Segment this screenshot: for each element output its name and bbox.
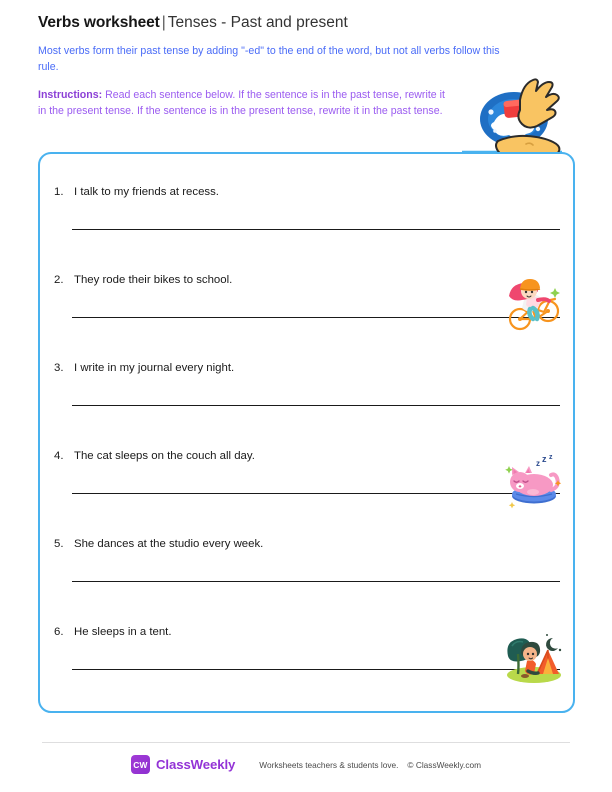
question-item: [40, 264, 573, 352]
brand-name: ClassWeekly: [155, 757, 236, 772]
instructions-label: Instructions:: [38, 89, 103, 101]
instructions-body: Read each sentence below. If the sentence is in the past tense, rewrite it in the present tense. If the sentence is in the present tense, rewrite it in the past tense.: [38, 89, 445, 117]
camping-tent-illustration: [503, 630, 565, 686]
question-number: 5.: [54, 538, 64, 550]
question-sentence: She dances at the studio every week.: [74, 538, 264, 550]
lede-text: Most verbs form their past tense by adding "-ed" to the end of the word, but not all verbs follow this rule.: [38, 45, 500, 73]
question-number: 6.: [54, 626, 64, 638]
question-text: [54, 624, 172, 640]
sleeping-cat-illustration: [503, 454, 565, 510]
page-title-separator: |: [161, 14, 166, 31]
question-text: [54, 272, 232, 288]
question-item: [40, 176, 573, 264]
answer-line[interactable]: [72, 229, 560, 230]
answer-line[interactable]: [72, 669, 560, 670]
answer-line[interactable]: [72, 405, 560, 406]
answer-line[interactable]: [72, 317, 560, 318]
question-text: [54, 184, 219, 200]
footer: [0, 755, 612, 774]
questions-list: [40, 154, 573, 704]
questions-box: [38, 152, 575, 713]
question-text: [54, 536, 263, 552]
footer-tagline: [259, 760, 481, 770]
footer-copyright: © ClassWeekly.com: [407, 759, 481, 770]
footer-tagline-text: Worksheets teachers & students love.: [259, 759, 399, 770]
classweekly-logo-icon: CW: [131, 755, 150, 774]
answer-line[interactable]: [72, 581, 560, 582]
page-title-subtitle: Tenses - Past and present: [167, 14, 348, 31]
footer-divider: [42, 742, 570, 743]
svg-text:z: z: [549, 454, 553, 461]
question-sentence: I write in my journal every night.: [74, 362, 235, 374]
question-number: 1.: [54, 186, 64, 198]
question-number: 3.: [54, 362, 64, 374]
brand: [131, 755, 235, 774]
child-riding-bike-illustration: [503, 278, 565, 334]
question-sentence: I talk to my friends at recess.: [74, 186, 219, 198]
page-title-main: Verbs worksheet: [38, 14, 160, 31]
svg-text:z: z: [542, 454, 547, 464]
question-sentence: The cat sleeps on the couch all day.: [74, 450, 255, 462]
question-item: [40, 616, 573, 704]
question-item: [40, 528, 573, 616]
question-sentence: He sleeps in a tent.: [74, 626, 172, 638]
instructions-text: [38, 88, 453, 119]
question-item: [40, 440, 573, 528]
page-title: [38, 12, 498, 34]
svg-text:z: z: [536, 459, 540, 468]
worksheet-header: [38, 12, 498, 119]
answer-line[interactable]: [72, 493, 560, 494]
washing-dishes-illustration: [462, 74, 577, 162]
question-text: [54, 360, 234, 376]
question-number: 4.: [54, 450, 64, 462]
question-number: 2.: [54, 274, 64, 286]
question-sentence: They rode their bikes to school.: [74, 274, 233, 286]
question-item: [40, 352, 573, 440]
question-text: [54, 448, 255, 464]
